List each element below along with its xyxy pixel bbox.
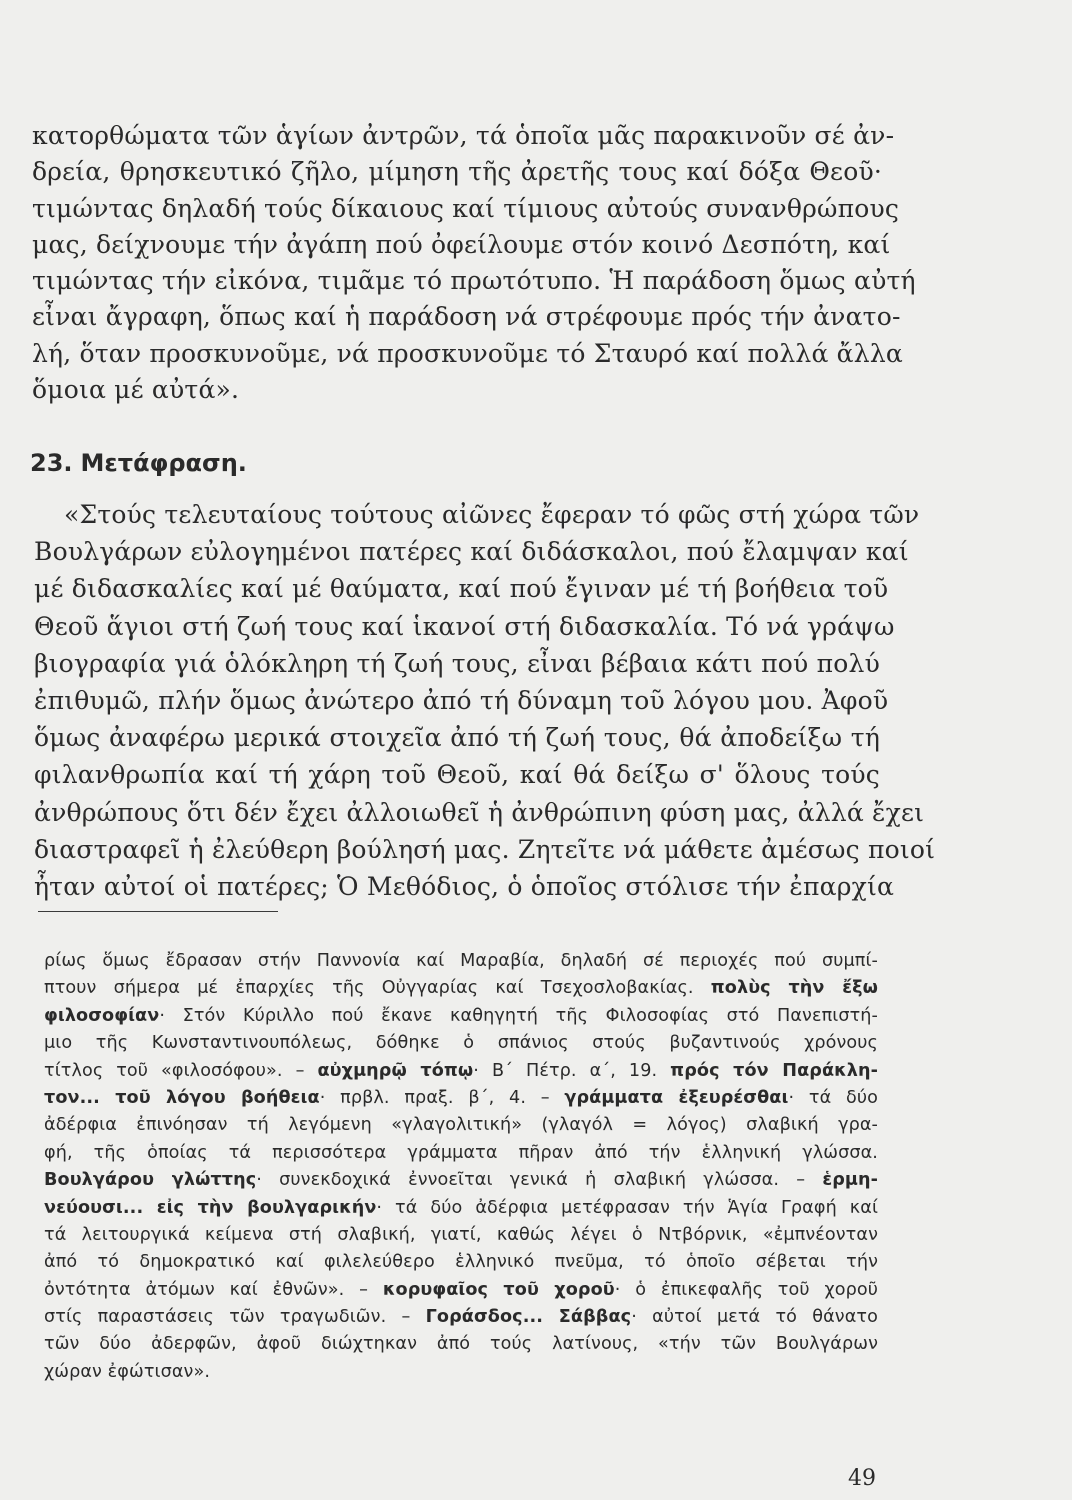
footnote-line — [44, 1140, 878, 1167]
text-line: βιογραφία γιά ὁλόκληρη τή ζωή τους, εἶναι βέβαια κάτι πού πολύ — [34, 648, 880, 678]
footnote-text: · πρβλ. πραξ. β΄, 4. – — [319, 1087, 565, 1108]
text-line: ἦταν αὐτοί οἱ πατέρες; Ὁ Μεθόδιος, ὁ ὁποῖος στόλισε τήν ἐπαρχία — [34, 871, 895, 901]
footnote-text: · Στόν Κύριλλο πού ἔκανε καθηγητή τῆς Φιλοσοφίας στό Πανεπιστή- — [159, 1005, 878, 1026]
section-number: 23. — [30, 449, 73, 477]
text-line: Θεοῦ ἅγιοι στή ζωή τους καί ἱκανοί στή διδασκαλία. Τό νά γράψω — [34, 611, 895, 641]
footnote-block — [44, 948, 878, 1386]
footnote-text: · ὁ ἐπικεφαλῆς τοῦ χοροῦ — [614, 1279, 878, 1300]
footnote-term: φιλοσοφίαν — [44, 1005, 160, 1026]
section-paragraph — [34, 496, 936, 905]
footnote-term: γράμματα ἐξευρέσθαι — [564, 1087, 789, 1108]
footnote-line — [44, 948, 878, 975]
footnote-term: τον... τοῦ λόγου βοήθεια — [44, 1087, 320, 1108]
footnote-term: κορυφαῖος τοῦ χοροῦ — [382, 1279, 615, 1300]
footnote-line — [44, 1167, 878, 1194]
text-line: τιμώντας τήν εἰκόνα, τιμᾶμε τό πρωτότυπο. Ἡ παράδοση ὅμως αὐτή — [32, 266, 916, 296]
footnote-text: φή, τῆς ὁποίας τά περισσότερα γράμματα πῆραν ἀπό τήν ἑλληνική γλώσσα. — [44, 1142, 878, 1163]
footnote-term: αὐχμηρῷ τόπῳ — [317, 1060, 474, 1081]
footnote-line — [44, 1277, 878, 1304]
text-line: δρεία, θρησκευτικό ζῆλο, μίμηση τῆς ἀρετῆς τους καί δόξα Θεοῦ· — [32, 157, 882, 187]
footnote-term: Βουλγάρου γλώττης — [44, 1170, 257, 1191]
text-line: ὅμως ἀναφέρω μερικά στοιχεῖα ἀπό τή ζωή τους, θά ἀποδείξω τή — [34, 723, 880, 753]
footnote-term: πρός τόν Παράκλη- — [670, 1060, 878, 1081]
footnote-line — [44, 1304, 878, 1331]
footnote-text: · Β΄ Πέτρ. α΄, 19. — [473, 1060, 671, 1081]
section-heading — [30, 449, 247, 477]
footnote-line — [44, 1249, 878, 1276]
footnote-line — [44, 1195, 878, 1222]
text-line: εἶναι ἄγραφη, ὅπως καί ἡ παράδοση νά στρέφουμε πρός τήν ἀνατο- — [32, 302, 901, 332]
footnote-line — [44, 1003, 878, 1030]
text-line: διαστραφεῖ ἡ ἐλεύθερη βούλησή μας. Ζητεῖτε νά μάθετε ἀμέσως ποιοί — [34, 834, 936, 864]
footnote-text: · τά δύο — [788, 1087, 879, 1108]
footnote-text: ἀπό τό δημοκρατικό καί φιλελεύθερο ἑλληνικό πνεῦμα, τό ὁποῖο σέβεται τήν — [44, 1252, 878, 1273]
footnote-text: · τά δύο ἀδέρφια μετέφρασαν τήν Ἁγία Γραφή καί — [376, 1197, 878, 1218]
footnote-line — [44, 975, 878, 1002]
text-line: ἐπιθυμῶ, πλήν ὅμως ἀνώτερο ἀπό τή δύναμη τοῦ λόγου μου. Ἀφοῦ — [34, 685, 889, 715]
footnote-text: ἀδέρφια ἐπινόησαν τή λεγόμενη «γλαγολιτική» (γλαγόλ = λόγος) σλαβική γρα- — [44, 1115, 878, 1136]
footnote-term: νεύουσι... εἰς τὴν βουλγαρικήν — [44, 1197, 377, 1218]
footnote-term: πολὺς τὴν ἔξω — [710, 978, 878, 999]
footnote-text: ρίως ὅμως ἔδρασαν στήν Παννονία καί Μαραβία, δηλαδή σέ περιοχές πού συμπί- — [44, 951, 878, 971]
footnote-line — [44, 1359, 878, 1386]
footnote-line — [44, 1331, 878, 1358]
text-line: ὅμοια μέ αὐτά». — [32, 375, 240, 405]
section-title: Μετάφραση. — [80, 449, 247, 477]
text-line: φιλανθρωπία καί τή χάρη τοῦ Θεοῦ, καί θά δείξω σ' ὅλους τούς — [34, 760, 880, 790]
footnote-text: μιο τῆς Κωνσταντινουπόλεως, δόθηκε ὁ σπάνιος στούς βυζαντινούς χρόνους — [44, 1033, 878, 1054]
footnote-text: τῶν δύο ἀδερφῶν, ἀφοῦ διώχτηκαν ἀπό τούς λατίνους, «τήν τῶν Βουλγάρων — [44, 1334, 878, 1355]
footnote-text: πτουν σήμερα μέ ἐπαρχίες τῆς Οὐγγαρίας καί Τσεχοσλοβακίας. — [44, 978, 711, 999]
footnote-term: Γοράσδος... Σάββας — [425, 1307, 632, 1328]
footnote-text: ὀντότητα ἀτόμων καί ἐθνῶν». – — [44, 1279, 383, 1300]
main-paragraph — [32, 118, 916, 408]
text-line: μέ διδασκαλίες καί μέ θαύματα, καί πού ἔγιναν μέ τή βοήθεια τοῦ — [34, 574, 889, 604]
text-line: τιμώντας δηλαδή τούς δίκαιους καί τίμιους αὐτούς συνανθρώπους — [32, 193, 900, 223]
text-line: λή, ὅταν προσκυνοῦμε, νά προσκυνοῦμε τό Σταυρό καί πολλά ἄλλα — [32, 338, 903, 368]
footnote-text: · συνεκδοχικά ἐννοεῖται γενικά ἡ σλαβική γλώσσα. – — [256, 1170, 823, 1191]
text-line: κατορθώματα τῶν ἁγίων ἀντρῶν, τά ὁποῖα μᾶς παρακινοῦν σέ ἀν- — [32, 121, 895, 150]
footnote-line — [44, 1112, 878, 1139]
text-line: ἀνθρώπους ὅτι δέν ἔχει ἀλλοιωθεῖ ἡ ἀνθρώπινη φύση μας, ἀλλά ἔχει — [34, 797, 925, 827]
footnote-line — [44, 1222, 878, 1249]
footnote-text: στίς παραστάσεις τῶν τραγωδιῶν. – — [44, 1307, 426, 1328]
footnote-line — [44, 1030, 878, 1057]
page-number: 49 — [848, 1466, 876, 1491]
text-line: μας, δείχνουμε τήν ἀγάπη πού ὀφείλουμε στόν κοινό Δεσπότη, καί — [32, 229, 891, 259]
footnote-text: · αὐτοί μετά τό θάνατο — [631, 1307, 878, 1328]
text-line: «Στούς τελευταίους τούτους αἰῶνες ἔφεραν τό φῶς στή χώρα τῶν — [64, 500, 920, 529]
footnote-term: ἑρμη- — [822, 1170, 878, 1191]
footnote-divider — [38, 911, 278, 912]
text-line: Βουλγάρων εὐλογημένοι πατέρες καί διδάσκαλοι, πού ἔλαμψαν καί — [34, 537, 909, 567]
footnote-text: χώραν ἐφώτισαν». — [44, 1361, 211, 1382]
footnote-line — [44, 1058, 878, 1085]
footnote-line — [44, 1085, 878, 1112]
footnote-text: τίτλος τοῦ «φιλοσόφου». – — [44, 1060, 318, 1081]
footnote-text: τά λειτουργικά κείμενα στή σλαβική, γιατί, καθώς λέγει ὁ Ντβόρνικ, «ἐμπνέονταν — [44, 1224, 878, 1245]
